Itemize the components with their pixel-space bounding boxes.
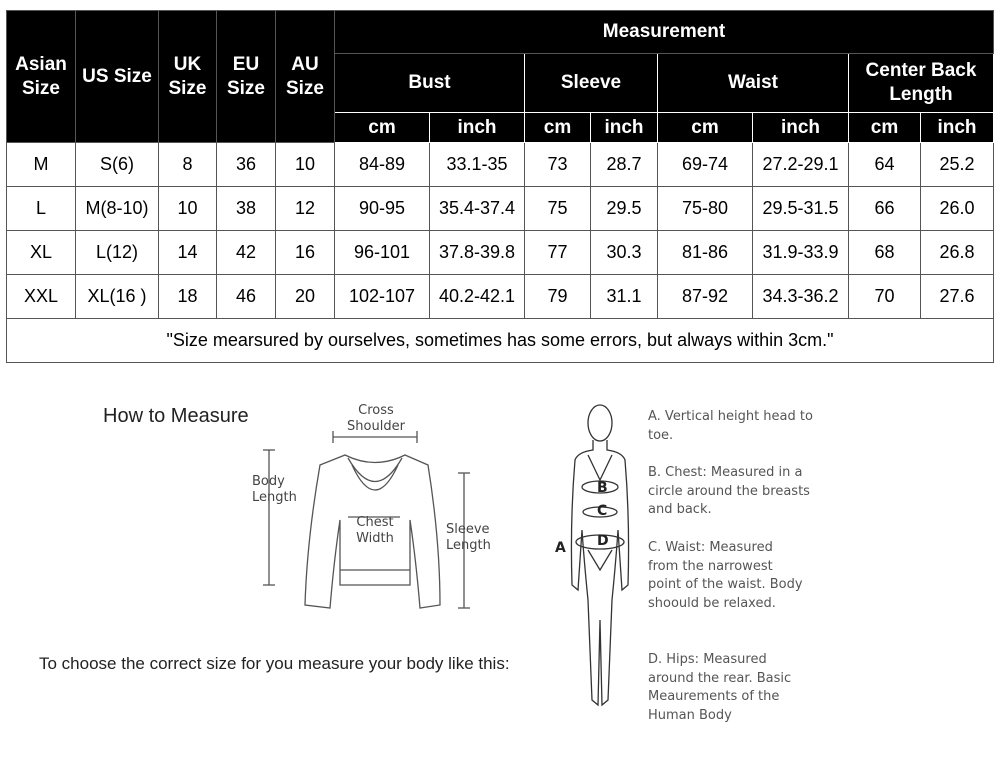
unit-header: inch <box>921 113 994 143</box>
instruction-text: To choose the correct size for you measure your body like this: <box>39 654 510 673</box>
table-cell: 27.6 <box>921 275 994 319</box>
table-cell: 42 <box>217 231 276 275</box>
table-cell: 75-80 <box>658 187 753 231</box>
header-asian-size: Asian Size <box>7 11 76 143</box>
header-sleeve: Sleeve <box>525 54 658 113</box>
body-letter-d: D <box>597 533 609 549</box>
header-au-size: AU Size <box>276 11 335 143</box>
table-cell: 29.5-31.5 <box>753 187 849 231</box>
table-cell: 66 <box>849 187 921 231</box>
table-cell: 84-89 <box>335 143 430 187</box>
table-cell: 29.5 <box>591 187 658 231</box>
table-cell: S(6) <box>76 143 159 187</box>
table-cell: XL(16 ) <box>76 275 159 319</box>
table-cell: 75 <box>525 187 591 231</box>
body-length-label: Body Length <box>252 474 297 505</box>
cross-shoulder-label: Cross Shoulder <box>347 403 405 434</box>
table-cell: 96-101 <box>335 231 430 275</box>
table-cell: 31.1 <box>591 275 658 319</box>
table-cell: XL <box>7 231 76 275</box>
table-cell: 35.4-37.4 <box>430 187 525 231</box>
table-cell: 33.1-35 <box>430 143 525 187</box>
body-letter-c: C <box>597 503 608 519</box>
table-cell: 81-86 <box>658 231 753 275</box>
table-cell: 37.8-39.8 <box>430 231 525 275</box>
header-bust: Bust <box>335 54 525 113</box>
table-cell: 79 <box>525 275 591 319</box>
table-cell: 31.9-33.9 <box>753 231 849 275</box>
table-cell: 73 <box>525 143 591 187</box>
unit-header: cm <box>849 113 921 143</box>
unit-header: cm <box>658 113 753 143</box>
table-cell: 30.3 <box>591 231 658 275</box>
header-center-back-length: Center Back Length <box>849 54 994 113</box>
table-cell: 40.2-42.1 <box>430 275 525 319</box>
table-cell: 90-95 <box>335 187 430 231</box>
table-cell: 68 <box>849 231 921 275</box>
unit-header: cm <box>525 113 591 143</box>
table-cell: 10 <box>276 143 335 187</box>
table-cell: 16 <box>276 231 335 275</box>
table-cell: 27.2-29.1 <box>753 143 849 187</box>
legend-a: A. Vertical height head to toe. <box>648 409 813 443</box>
body-letter-a: A <box>555 540 566 556</box>
table-cell: 26.8 <box>921 231 994 275</box>
measurement-note: "Size mearsured by ourselves, sometimes has some errors, but always within 3cm." <box>7 319 994 363</box>
table-cell: 10 <box>159 187 217 231</box>
table-cell: 34.3-36.2 <box>753 275 849 319</box>
table-cell: 77 <box>525 231 591 275</box>
unit-header: inch <box>430 113 525 143</box>
legend-d: D. Hips: Measured around the rear. Basic Meaurements of the Human Body <box>648 652 792 723</box>
table-cell: 69-74 <box>658 143 753 187</box>
sleeve-length-label: Sleeve Length <box>446 522 491 553</box>
table-cell: XXL <box>7 275 76 319</box>
table-cell: 20 <box>276 275 335 319</box>
legend-c: C. Waist: Measured from the narrowest point of the waist. Body shoould be relaxed. <box>648 540 803 611</box>
header-measurement: Measurement <box>335 11 994 54</box>
table-cell: 25.2 <box>921 143 994 187</box>
header-us-size: US Size <box>76 11 159 143</box>
table-cell: 14 <box>159 231 217 275</box>
legend-b: B. Chest: Measured in a circle around the breasts and back. <box>648 465 810 517</box>
table-cell: 64 <box>849 143 921 187</box>
table-cell: 38 <box>217 187 276 231</box>
table-cell: M <box>7 143 76 187</box>
table-cell: 8 <box>159 143 217 187</box>
table-cell: 12 <box>276 187 335 231</box>
table-cell: 102-107 <box>335 275 430 319</box>
table-cell: M(8-10) <box>76 187 159 231</box>
unit-header: cm <box>335 113 430 143</box>
table-cell: 26.0 <box>921 187 994 231</box>
table-cell: L <box>7 187 76 231</box>
body-letter-b: B <box>597 480 608 496</box>
how-to-measure-title: How to Measure <box>103 405 249 427</box>
header-uk-size: UK Size <box>159 11 217 143</box>
table-cell: 18 <box>159 275 217 319</box>
header-waist: Waist <box>658 54 849 113</box>
table-cell: 87-92 <box>658 275 753 319</box>
table-cell: 46 <box>217 275 276 319</box>
unit-header: inch <box>753 113 849 143</box>
table-cell: 28.7 <box>591 143 658 187</box>
chest-width-label: Chest Width <box>356 515 394 546</box>
table-cell: 70 <box>849 275 921 319</box>
table-cell: 36 <box>217 143 276 187</box>
header-eu-size: EU Size <box>217 11 276 143</box>
table-cell: L(12) <box>76 231 159 275</box>
unit-header: inch <box>591 113 658 143</box>
